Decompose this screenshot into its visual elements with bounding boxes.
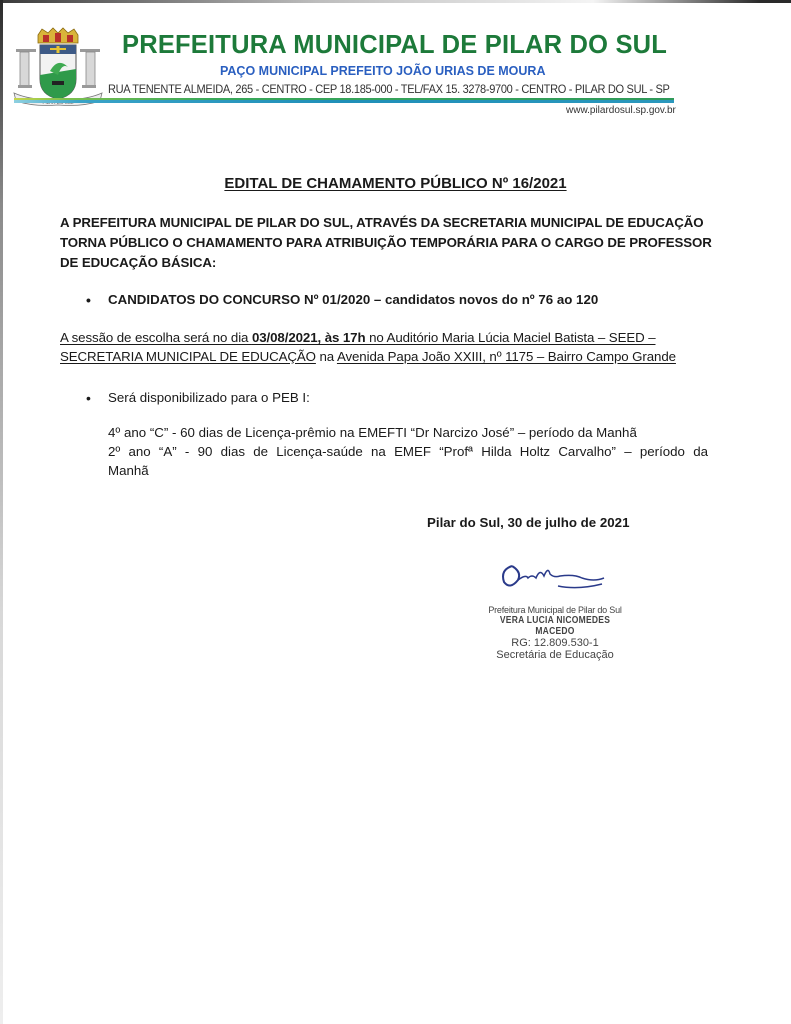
intro-paragraph: A PREFEITURA MUNICIPAL DE PILAR DO SUL, ATRAVÉS DA SECRETARIA MUNICIPAL DE EDUCAÇÃO TORNA PÚBLICO O CHAMAMENTO PARA ATRIBUIÇÃO TEMPORÁRIA PARA O CARGO DE PROFESSOR DE EDUCAÇÃO BÁSICA:	[60, 215, 712, 270]
vacancy-list	[108, 423, 708, 480]
vacancy-item: 2º ano “A” - 90 dias de Licença-saúde na EMEF “Profª Hilda Holtz Carvalho” – período da	[108, 444, 708, 459]
stamp-name: VERA LUCIA NICOMEDES MACEDO	[499, 615, 611, 637]
letterhead	[0, 0, 791, 130]
stamp-rg: RG: 12.809.530-1	[511, 637, 599, 649]
vacancy-item: 4º ano “C” - 60 dias de Licença-prêmio na EMEFTI “Dr Narcizo José” – período da Manhã	[108, 425, 637, 440]
session-text-part1: A sessão de escolha será no dia	[60, 330, 252, 345]
stamp-role: Secretária de Educação	[496, 649, 614, 661]
official-stamp	[470, 605, 640, 661]
session-paragraph	[60, 328, 730, 366]
bullet-icon: •	[86, 390, 91, 406]
session-date-time: 03/08/2021, às 17h	[251, 330, 366, 345]
municipal-coat-of-arms-icon	[12, 27, 104, 107]
stamp-organization: Prefeitura Municipal de Pilar do Sul	[488, 605, 622, 615]
municipality-address: RUA TENENTE ALMEIDA, 265 - CENTRO - CEP 18.185-000 - TEL/FAX 15. 3278-9700 - CENTRO - PILAR DO SUL - SP	[108, 82, 670, 96]
vacancy-item-continuation: Manhã	[108, 463, 149, 478]
session-address: Avenida Papa João XXIII, nº 1175 – Bairro Campo Grande	[336, 349, 676, 364]
website-link[interactable]: www.pilardosul.sp.gov.br	[566, 105, 676, 116]
document-title	[0, 175, 791, 192]
session-connector: na	[315, 349, 337, 364]
document-title-text: EDITAL DE CHAMAMENTO PÚBLICO Nº 16/2021	[224, 175, 567, 192]
scan-edge-left	[0, 0, 3, 1024]
municipality-title: PREFEITURA MUNICIPAL DE PILAR DO SUL	[122, 31, 668, 59]
header-divider	[14, 98, 674, 104]
bullet-peb-text: Será disponibilizado para o PEB I:	[108, 390, 310, 405]
session-text-part2: no Auditório Maria Lúcia Maciel Batista – SEED – SECRETARIA MUNICIPAL DE EDUCAÇÃO	[60, 330, 656, 364]
place-date: Pilar do Sul, 30 de julho de 2021	[427, 515, 630, 530]
bullet-icon: •	[86, 292, 91, 308]
bullet-candidates-text: CANDIDATOS DO CONCURSO Nº 01/2020 – candidatos novos do nº 76 ao 120	[108, 292, 599, 307]
signature-icon	[498, 560, 610, 592]
municipality-subtitle: PAÇO MUNICIPAL PREFEITO JOÃO URIAS DE MOURA	[220, 64, 546, 78]
